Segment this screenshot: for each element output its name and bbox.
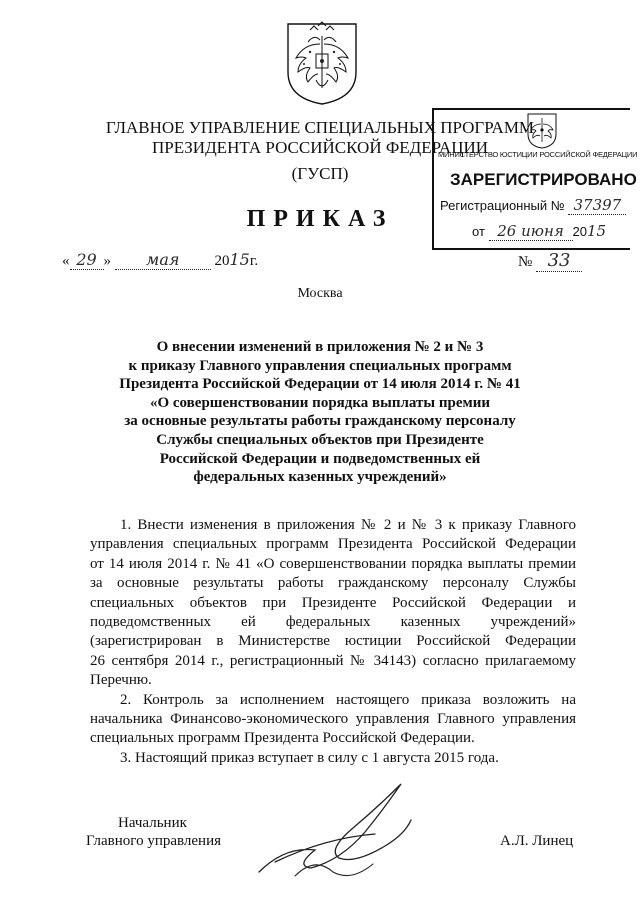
signatory-title-line2: Главного управления	[86, 833, 221, 849]
date-year-suffix: 15	[229, 250, 250, 269]
body-line: управления специальных программ Президента Российской Федерации	[90, 536, 576, 553]
stamp-registration-number: 37397	[568, 196, 626, 215]
body-line: специальных программ Президента Российской Федерации.	[90, 730, 475, 747]
stamp-date-line	[472, 222, 606, 241]
signatory-name: А.Л. Линец	[500, 833, 574, 849]
body-line: 1. Внести изменения в приложения № 2 и № 3 к приказу Главного	[120, 517, 576, 533]
stamp-date-prefix: от	[472, 224, 485, 239]
document-date	[62, 250, 258, 270]
subject-line: «О совершенствовании порядка выплаты премии	[149, 394, 490, 411]
body-line: 26 сентября 2014 г., регистрационный № 34143) согласно прилагаемому	[90, 652, 576, 669]
stamp-ministry-name: МИНИСТЕРСТВО ЮСТИЦИИ РОССИЙСКОЙ ФЕДЕРАЦИИ	[438, 150, 638, 159]
body-line: Перечню.	[90, 672, 152, 689]
stamp-date-value: 26 июня	[489, 222, 573, 241]
body-line: за основные результаты работы гражданскому персоналу Службы	[90, 575, 576, 592]
number-value: 33	[536, 250, 582, 272]
body-line: подведомственных ей федеральных казенных учреждений»	[90, 613, 576, 630]
body-line: (зарегистрирован в Министерстве юстиции Российской Федерации	[90, 633, 576, 650]
subject-line: Российской Федерации и подведомственных ей	[159, 450, 481, 467]
body-line: от 14 июля 2014 г. № 41 «О совершенствовании порядка выплаты премии	[90, 555, 576, 572]
organization-abbreviation: (ГУСП)	[291, 164, 349, 183]
signatory-title-line1: Начальник	[118, 815, 187, 831]
stamp-year-suffix: 15	[587, 222, 607, 240]
number-label: №	[518, 254, 533, 270]
date-day: 29	[70, 250, 104, 270]
document-number	[518, 250, 582, 272]
subject-line: Службы специальных объектов при Президенте	[156, 431, 484, 448]
date-close-quote: »	[103, 253, 111, 269]
organization-name-line1: ГЛАВНОЕ УПРАВЛЕНИЕ СПЕЦИАЛЬНЫХ ПРОГРАММ	[105, 118, 535, 137]
date-month: мая	[115, 250, 211, 270]
subject-line: к приказу Главного управления специальных программ	[128, 357, 512, 374]
body-line: 3. Настоящий приказ вступает в силу с 1 августа 2015 года.	[120, 749, 499, 766]
coat-of-arms-emblem	[280, 14, 364, 106]
handwritten-signature	[255, 776, 415, 886]
stamp-registration-label: Регистрационный №	[440, 198, 565, 213]
date-year-prefix: 20	[214, 253, 230, 269]
stamp-year-prefix: 20	[572, 224, 587, 239]
body-line: начальника Финансово-экономического управления Главного управления	[90, 710, 576, 727]
date-year-abbr: г.	[249, 253, 259, 269]
body-line: 2. Контроль за исполнением настоящего приказа возложить на	[120, 691, 576, 708]
document-body	[90, 516, 576, 768]
document-subject	[90, 338, 550, 487]
city: Москва	[297, 286, 343, 301]
subject-line: за основные результаты работы гражданскому персоналу	[124, 413, 516, 430]
stamp-registration-number-line	[440, 196, 626, 215]
subject-line: О внесении изменений в приложения № 2 и № 3	[156, 339, 484, 355]
organization-name-line2: ПРЕЗИДЕНТА РОССИЙСКОЙ ФЕДЕРАЦИИ	[151, 138, 489, 157]
registration-stamp	[432, 108, 638, 250]
body-line: специальных объектов при Президенте Российской Федерации и	[90, 594, 576, 611]
subject-line: Президента Российской Федерации от 14 июля 2014 г. № 41	[119, 376, 521, 393]
document-type-title: ПРИКАЗ	[246, 206, 394, 232]
stamp-status: ЗАРЕГИСТРИРОВАНО	[450, 170, 637, 189]
stamp-emblem-icon	[524, 110, 560, 150]
subject-line: федеральных казенных учреждений»	[193, 469, 447, 486]
date-open-quote: «	[62, 253, 70, 269]
